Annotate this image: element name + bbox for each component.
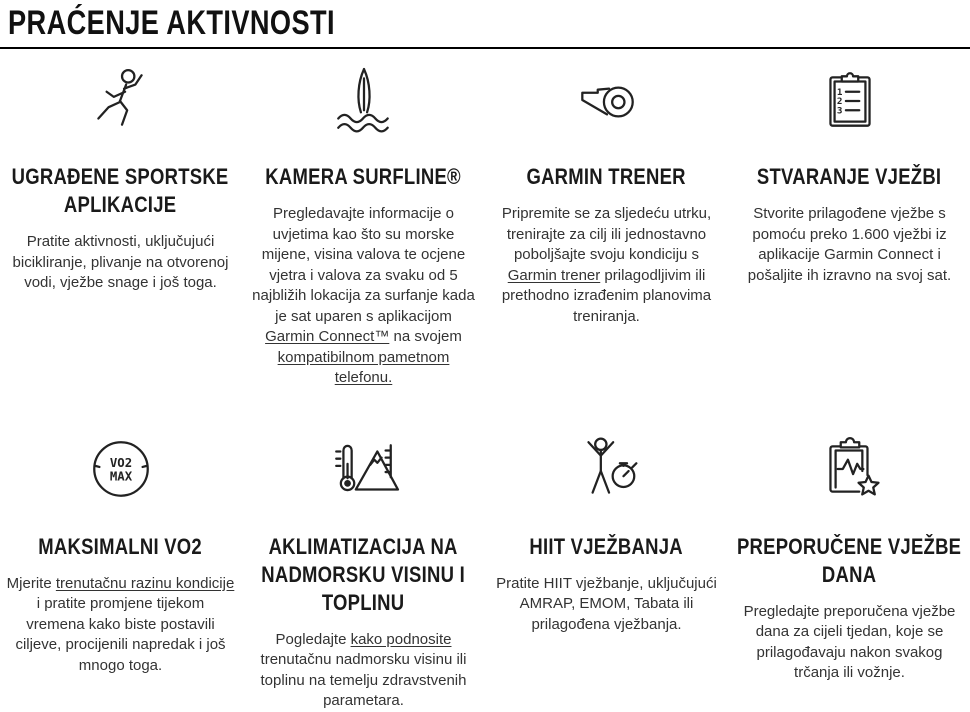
text-segment: i pratite promjene tijekom vremena kako biste postavili ciljeve, procijenili napredak i još mnogo toga. bbox=[15, 595, 226, 674]
hiit-stopwatch-icon bbox=[571, 434, 643, 511]
card-title: STVARANJE VJEŽBI bbox=[757, 164, 942, 189]
inline-link[interactable]: kako podnosite bbox=[350, 630, 452, 648]
icon-box bbox=[814, 63, 886, 143]
card-description bbox=[735, 204, 964, 286]
card-title: PREPORUČENE VJEŽBE DANA bbox=[737, 533, 962, 587]
text-segment: Pogledajte bbox=[275, 630, 351, 648]
inline-link[interactable]: trenutačnu razinu kondicije bbox=[55, 574, 235, 592]
icon-box bbox=[85, 433, 157, 513]
card-description bbox=[249, 630, 478, 712]
icon-box bbox=[571, 63, 643, 143]
feature-card bbox=[249, 433, 478, 712]
svg-text:3: 3 bbox=[836, 104, 843, 116]
running-icon bbox=[85, 65, 157, 142]
text-segment: Pratite HIIT vježbanje, uključujući AMRAP, EMOM, Tabata ili prilagođena vježbanja. bbox=[496, 574, 717, 633]
text-segment: Mjerite bbox=[6, 574, 56, 592]
icon-box bbox=[814, 433, 886, 513]
card-description bbox=[492, 574, 721, 636]
card-description bbox=[735, 602, 964, 684]
feature-grid bbox=[0, 49, 970, 712]
text-segment: Pregledajte preporučena vježbe dana za cijeli tjedan, koje se prilagođavaju nakon svakog trčanja ili vožnje. bbox=[743, 602, 956, 681]
feature-card bbox=[735, 63, 964, 389]
card-title: UGRAĐENE SPORTSKE APLIKACIJE bbox=[12, 164, 229, 217]
text-segment: Stvorite prilagođene vježbe s pomoću preko 1.600 vježbi iz aplikacije Garmin Connect i pošaljite ih izravno na svoj sat. bbox=[747, 205, 952, 284]
feature-card bbox=[6, 433, 235, 712]
clipboard-star-icon bbox=[814, 434, 886, 511]
svg-text:MAX: MAX bbox=[109, 469, 132, 484]
svg-text:VO2: VO2 bbox=[109, 455, 132, 470]
card-title: KAMERA SURFLINE® bbox=[265, 164, 462, 189]
inline-link[interactable]: kompatibilnom pametnom telefonu. bbox=[277, 348, 450, 386]
surfboard-waves-icon bbox=[328, 65, 400, 142]
inline-link[interactable]: Garmin Connect™ bbox=[265, 328, 390, 345]
clipboard-list-icon bbox=[814, 65, 886, 142]
text-segment: na svojem bbox=[389, 328, 462, 345]
card-title: AKLIMATIZACIJA NA NADMORSKU VISINU I TOPLINU bbox=[261, 533, 466, 615]
card-description bbox=[6, 574, 235, 677]
feature-card bbox=[249, 63, 478, 389]
svg-text:2: 2 bbox=[836, 95, 843, 107]
text-segment: Pregledavajte informacije o uvjetima kao što su morske mijene, visina valova te ocjene vjetra i valova za svaku od 5 najbližih lokacija za surfanje kada je sat uparen s aplikacijom bbox=[252, 205, 475, 325]
text-segment: Pripremite se za sljedeću utrku, trenirajte za cilj ili jednostavno poboljšajte svoju kondiciju s bbox=[501, 205, 712, 263]
icon-box bbox=[571, 433, 643, 513]
vo2max-icon bbox=[85, 434, 157, 511]
feature-card bbox=[492, 63, 721, 389]
icon-box bbox=[85, 63, 157, 143]
card-title: GARMIN TRENER bbox=[526, 164, 687, 189]
feature-card bbox=[735, 433, 964, 712]
text-segment: Pratite aktivnosti, uključujući bicikliranje, plivanje na otvorenoj vodi, vježbe snage i još toga. bbox=[12, 233, 229, 291]
card-description bbox=[492, 204, 721, 327]
icon-box bbox=[328, 433, 400, 513]
whistle-icon bbox=[571, 65, 643, 142]
section-header bbox=[0, 0, 970, 49]
text-segment: trenutačnu nadmorsku visinu ili toplinu na temelju zdravstvenih parametara. bbox=[260, 651, 467, 709]
inline-link[interactable]: Garmin trener bbox=[507, 266, 601, 284]
text-segment: prilagodljivim ili prethodno izrađenim planovima treniranja. bbox=[501, 266, 712, 325]
card-title: HIIT VJEŽBANJA bbox=[529, 533, 684, 559]
altitude-heat-icon bbox=[328, 434, 400, 511]
page-title: PRAĆENJE AKTIVNOSTI bbox=[8, 4, 335, 42]
feature-card bbox=[6, 63, 235, 389]
card-description bbox=[249, 204, 478, 389]
svg-text:1: 1 bbox=[836, 86, 843, 98]
feature-card bbox=[492, 433, 721, 712]
card-title: MAKSIMALNI VO2 bbox=[38, 533, 203, 559]
icon-box bbox=[328, 63, 400, 143]
card-description bbox=[6, 232, 235, 294]
